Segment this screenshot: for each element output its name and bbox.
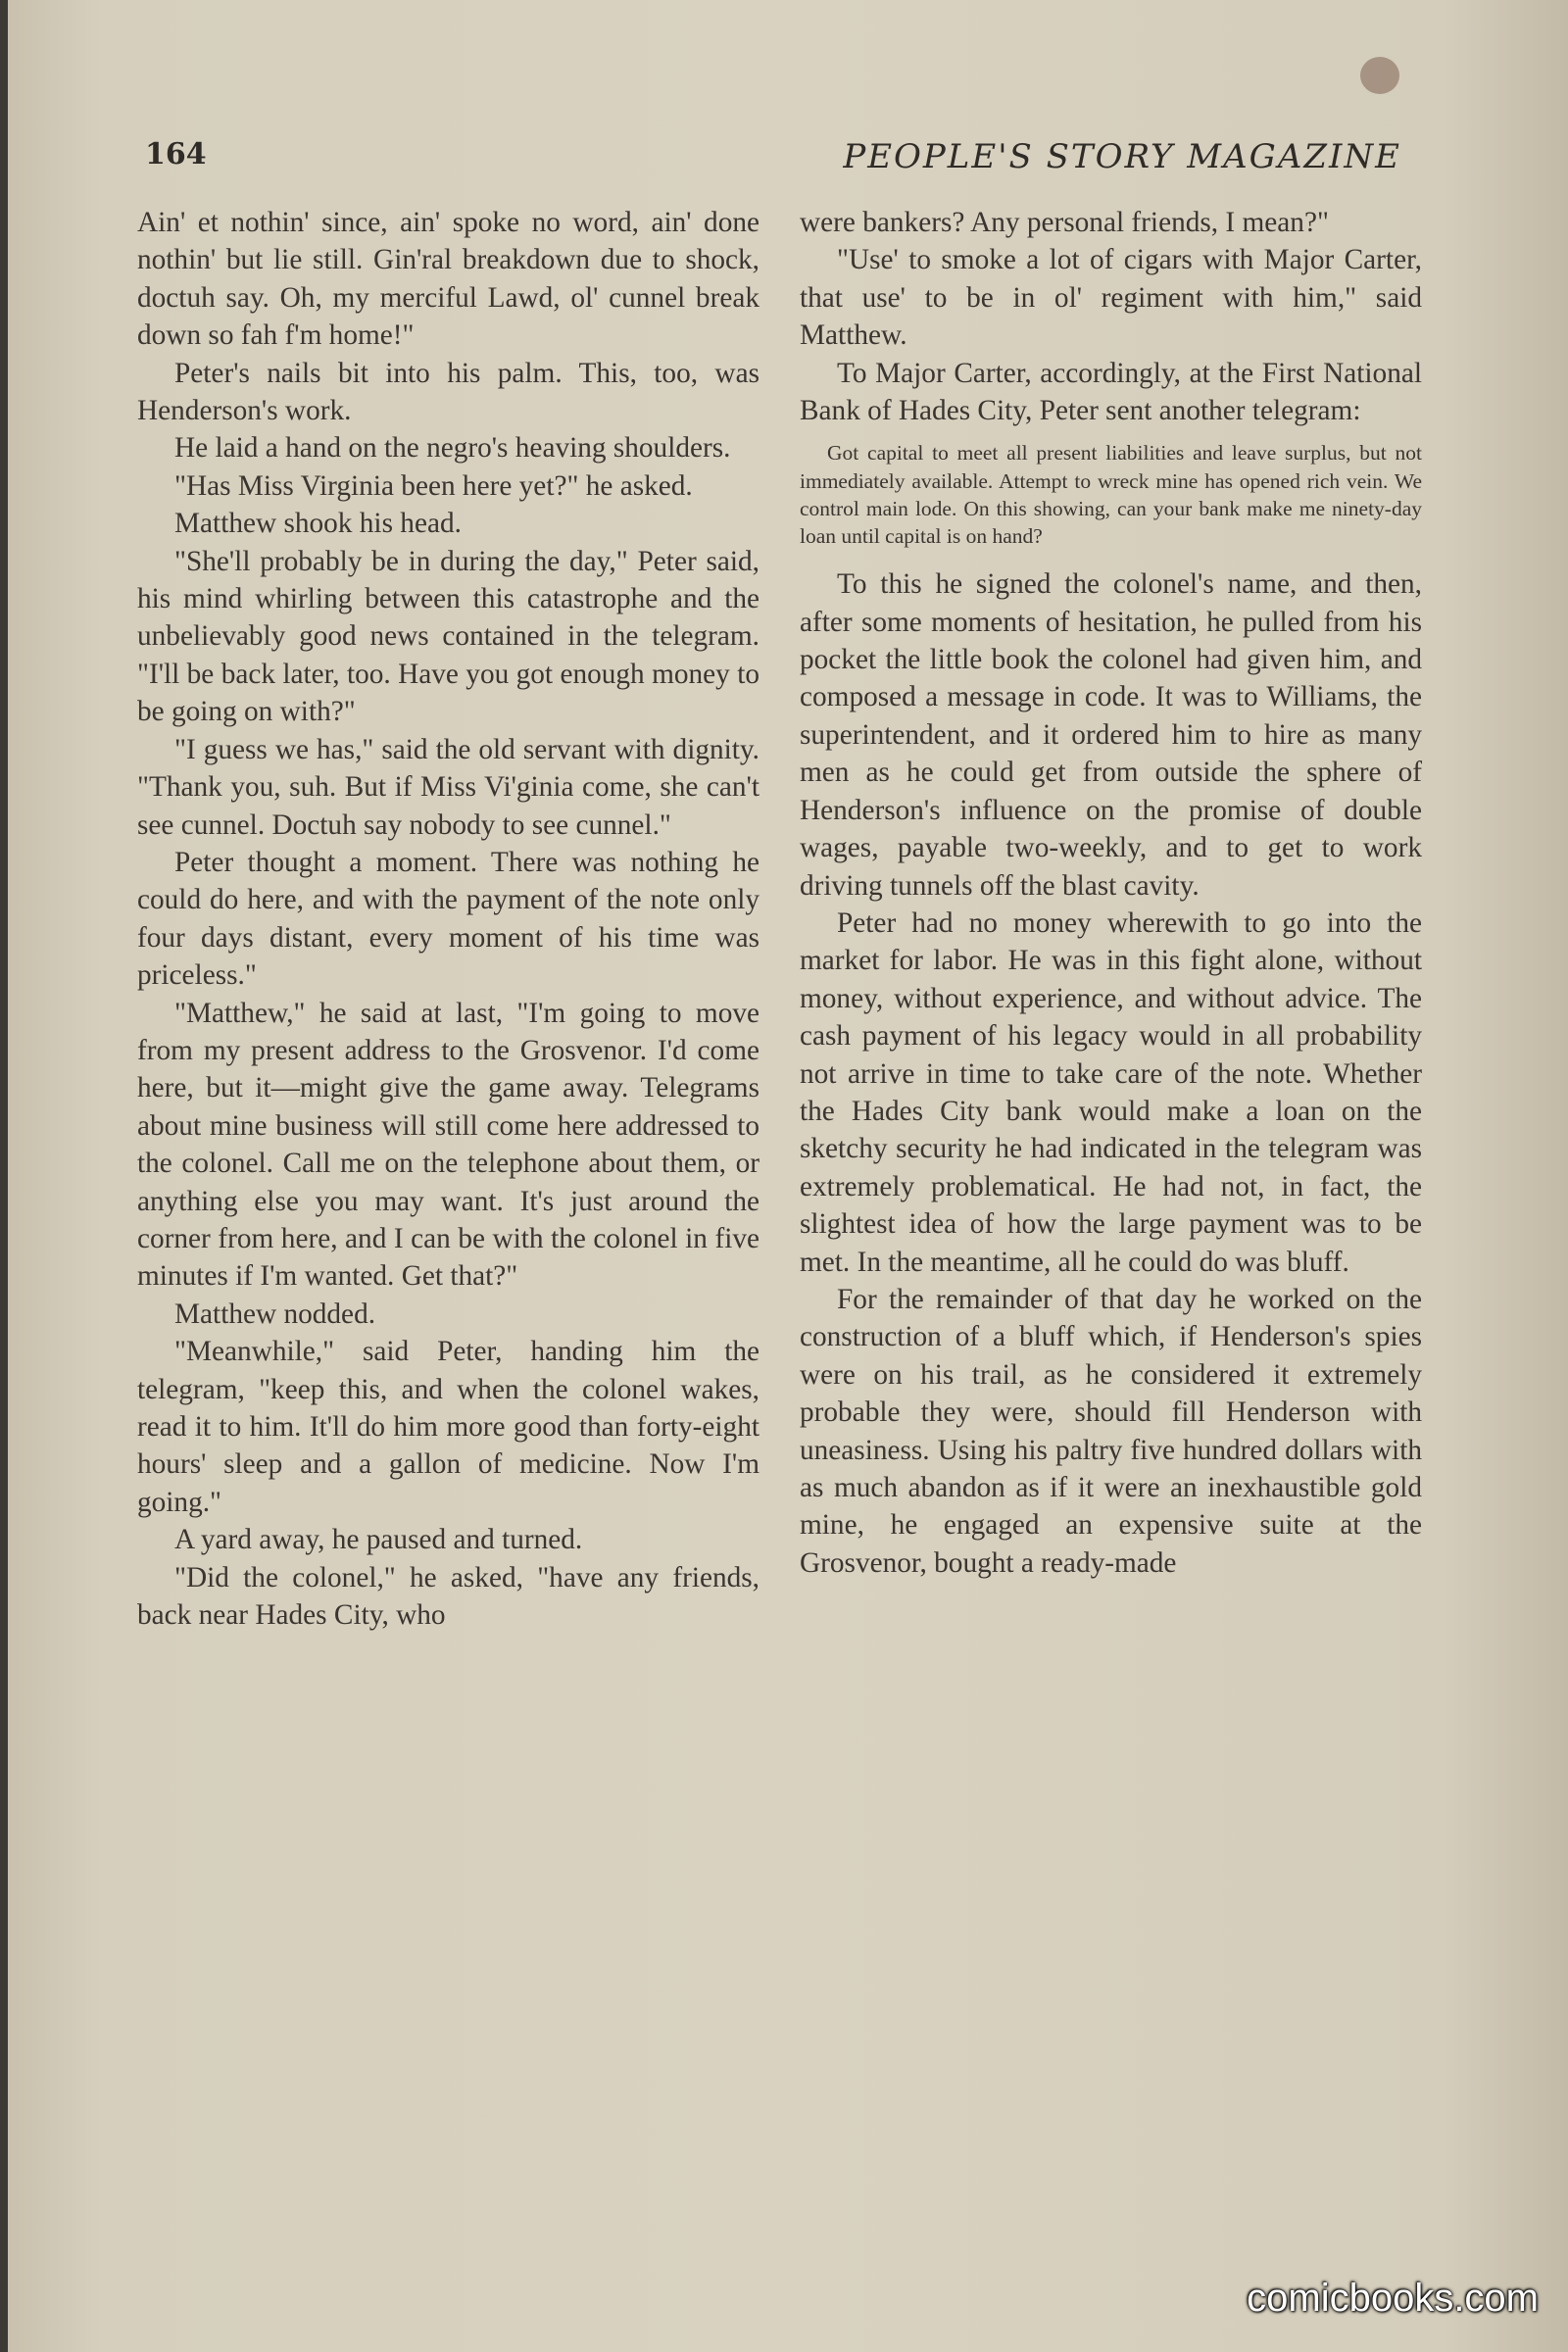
paragraph: Peter's nails bit into his palm. This, too, was Henderson's work. [137, 357, 760, 427]
ink-stain [1360, 57, 1399, 94]
paragraph: Peter had no money wherewith to go into the market for labor. He was in this fight alone, without money, without experience, and without advice. The cash payment of his legacy would in all probability not arrive in time to take care of the note. Whether the Hades City bank would make a loan on the sketchy security he had indicated in the telegram was extremely problematical. He had not, in fact, the slightest idea of how the large payment was to be met. In the meantime, all he could do was bluff. [800, 906, 1422, 1278]
page-number: 164 [145, 137, 207, 172]
paragraph: "Did the colonel," he asked, "have any friends, back near Hades City, who [137, 1561, 760, 1632]
watermark: comicbooks.com [1247, 2277, 1539, 2320]
running-head: PEOPLE'S STORY MAGAZINE [843, 137, 1401, 176]
telegram-text: Got capital to meet all present liabilities and leave surplus, but not immediately available. Attempt to wreck mine has opened rich vein. We control main lode. On this showing, can your bank make me ninety-day loan until capital is on hand? [800, 441, 1422, 549]
paragraph: "I guess we has," said the old servant with dignity. "Thank you, suh. But if Miss Vi'ginia come, she can't see cunnel. Doctuh say nobody to see cunnel." [137, 733, 760, 841]
paragraph: "Has Miss Virginia been here yet?" he asked. [174, 469, 693, 502]
paragraph: To this he signed the colonel's name, and then, after some moments of hesitation, he pulled from his pocket the little book the colonel had given him, and composed a message in code. It was to Williams, the superintendent, and it ordered him to hire as many men as he could get from outside the sphere of Henderson's influence on the promise of double wages, payable two-weekly, and to get to work driving tunnels off the blast cavity. [800, 568, 1422, 902]
paragraph: Ain' et nothin' since, ain' spoke no word, ain' done nothin' but lie still. Gin'ral breakdown due to shock, doctuh say. Oh, my merciful Lawd, ol' cunnel break down so fah f'm home!" [137, 207, 760, 352]
paragraph: "Meanwhile," said Peter, handing him the telegram, "keep this, and when the colonel wakes, read it to him. It'll do him more good than forty-eight hours' sleep and a gallon of medicine. Now I'm going." [137, 1336, 760, 1518]
paragraph: For the remainder of that day he worked on the construction of a bluff which, if Henderson's spies were on his trail, as he considered it extremely probable they were, should fill Henderson with uneasiness. Using his paltry five hundred dollars with as much abandon as if it were an inexhaustible gold mine, he engaged an expensive suite at the Grosvenor, bought a ready-made [800, 1283, 1422, 1579]
paragraph: A yard away, he paused and turned. [174, 1524, 583, 1556]
paragraph: "She'll probably be in during the day," Peter said, his mind whirling between this catastrophe and the unbelievably good news contained in the telegram. "I'll be back later, too. Have you got enough money to be going on with?" [137, 545, 760, 728]
paragraph: He laid a hand on the negro's heaving shoulders. [174, 432, 731, 465]
paragraph: "Use' to smoke a lot of cigars with Major Carter, that use' to be in ol' regiment with him," said Matthew. [800, 244, 1422, 352]
paragraph: Matthew nodded. [174, 1298, 376, 1330]
paragraph: To Major Carter, accordingly, at the First National Bank of Hades City, Peter sent another telegram: [800, 357, 1422, 427]
telegram-block [800, 439, 1422, 550]
paragraph: Peter thought a moment. There was nothing he could do here, and with the payment of the note only four days distant, every moment of his time was priceless." [137, 846, 760, 992]
left-column [137, 204, 760, 1634]
magazine-page [8, 0, 1568, 2352]
paragraph: were bankers? Any personal friends, I mean?" [800, 207, 1329, 238]
paragraph: "Matthew," he said at last, "I'm going to move from my present address to the Grosvenor. I'd come here, but it—might give the game away. Telegrams about mine business will still come here addressed to the colonel. Call me on the telephone about them, or anything else you may want. It's just around the corner from here, and I can be with the colonel in five minutes if I'm wanted. Get that?" [137, 997, 760, 1293]
page-header [145, 137, 1401, 196]
right-column [800, 204, 1422, 1582]
paragraph: Matthew shook his head. [174, 508, 462, 540]
